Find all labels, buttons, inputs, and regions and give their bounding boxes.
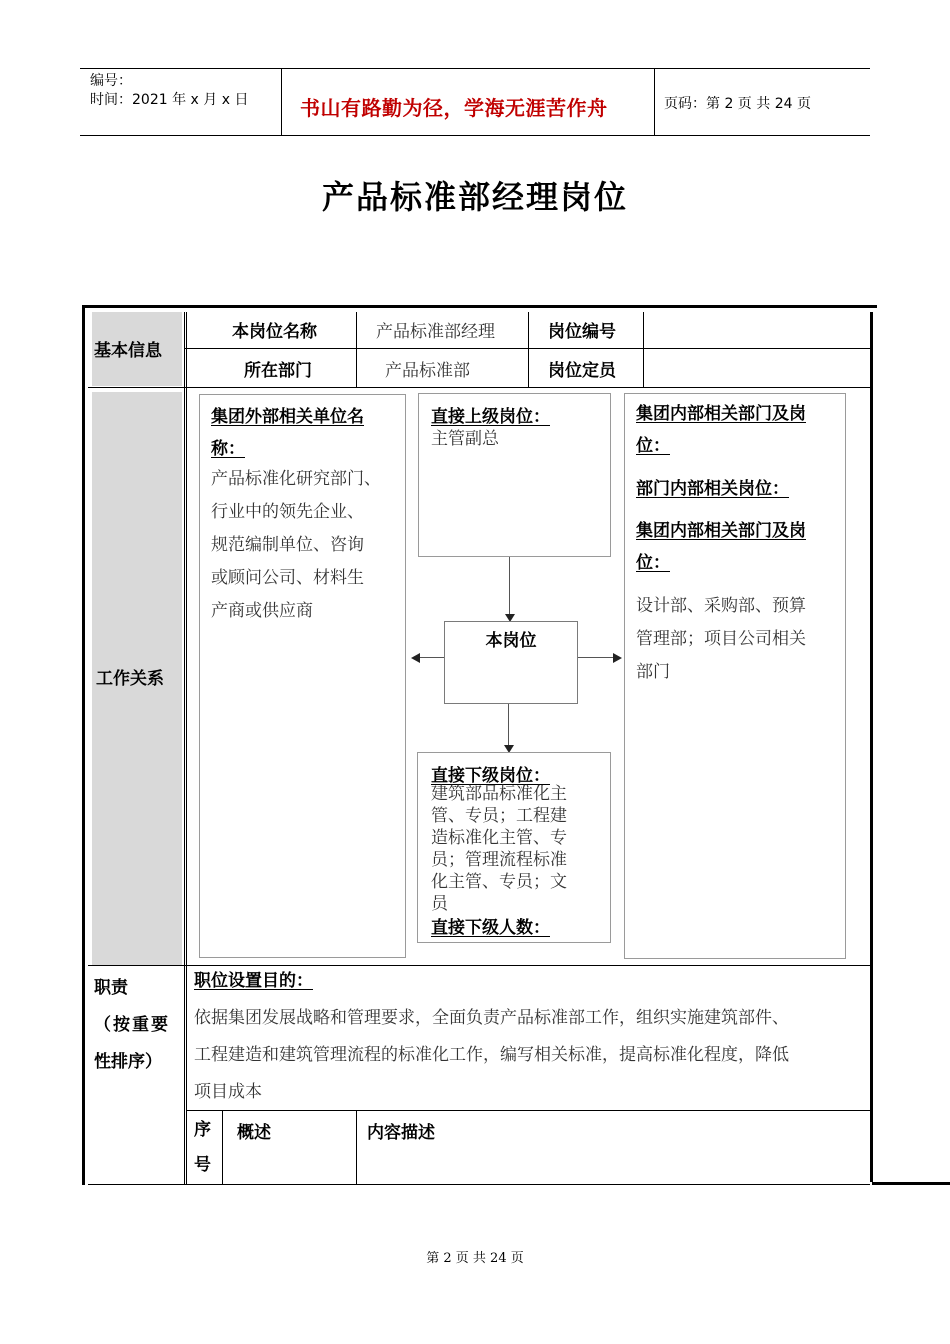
internal-depts-box: [624, 393, 846, 959]
purpose-line: 工程建造和建筑管理流程的标准化工作，编写相关标准，提高标准化程度，降低: [194, 1045, 789, 1065]
department-label: 所在部门: [244, 361, 312, 381]
page-title: 产品标准部经理岗位: [321, 178, 628, 216]
label-col-divider: [184, 312, 185, 1184]
col-divider-a: [356, 312, 357, 387]
purpose-line: 依据集团发展战略和管理要求，全面负责产品标准部工作，组织实施建筑部件、: [194, 1008, 789, 1028]
internal-heading3-line2: 位：: [636, 553, 670, 573]
external-heading-line2: 称：: [211, 439, 245, 459]
form-bottom-stub: [872, 1182, 950, 1185]
arrow-right-line: [578, 657, 614, 658]
row-divider-1: [184, 348, 870, 349]
subordinate-line: 建筑部品标准化主: [431, 784, 567, 804]
subordinate-line: 员: [431, 894, 448, 914]
work-relations-label: 工作关系: [96, 669, 164, 689]
subordinate-line: 造标准化主管、专: [431, 828, 567, 848]
header-bottom-rule: [80, 135, 870, 136]
arrow-down-line-1: [509, 557, 510, 615]
duties-label: [94, 970, 170, 1081]
header-divider-right: [654, 68, 655, 136]
col-description-header: 内容描述: [367, 1123, 435, 1143]
subordinate-line: 管、专员；工程建: [431, 806, 567, 826]
arrow-down-line-2: [508, 704, 509, 746]
subordinate-list: [431, 783, 567, 915]
duties-label-line: 职责: [94, 978, 128, 998]
header-motto: 书山有路勤为径，学海无涯苦作舟: [300, 96, 608, 120]
internal-heading2: 部门内部相关岗位：: [636, 479, 789, 499]
col-divider-b: [528, 312, 529, 387]
subordinate-heading: 直接下级岗位：: [431, 766, 550, 786]
col-divider-summary: [356, 1110, 357, 1184]
label-col-divider-inner: [186, 312, 187, 1184]
duties-label-line: （按重要: [94, 1015, 170, 1035]
internal-dept-line: 管理部；项目公司相关: [636, 629, 806, 649]
header-page-info: 页码：第 2 页 共 24 页: [664, 96, 811, 112]
doc-time-label: 时间：2021 年 x 月 x 日: [90, 92, 249, 108]
headcount-label: 岗位定员: [548, 361, 616, 381]
external-units-list: [211, 463, 381, 628]
this-position-box: [444, 621, 578, 704]
col-divider-seq: [222, 1110, 223, 1184]
header-divider-left: [281, 68, 282, 136]
external-units-box: [199, 394, 406, 958]
position-name-value: 产品标准部经理: [376, 322, 495, 342]
this-position-label: 本岗位: [485, 631, 537, 651]
superior-value: 主管副总: [431, 429, 499, 449]
col-seq-line: 序: [194, 1120, 211, 1140]
form-top-border: [82, 305, 877, 308]
internal-heading1-line1: 集团内部相关部门及岗: [636, 404, 806, 424]
external-unit-line: 或顾问公司、材料生: [211, 568, 364, 588]
department-value: 产品标准部: [385, 361, 470, 381]
basic-info-label: 基本信息: [94, 341, 162, 361]
internal-heading3-line1: 集团内部相关部门及岗: [636, 521, 806, 541]
internal-dept-line: 设计部、采购部、预算: [636, 596, 806, 616]
position-name-label: 本岗位名称: [232, 322, 317, 342]
row-divider-relations: [88, 965, 870, 966]
doc-number-label: 编号：: [90, 73, 132, 89]
subordinate-box: [417, 752, 611, 943]
row-divider-basic: [88, 387, 870, 388]
form-right-border: [870, 312, 873, 1182]
col-summary-header: 概述: [237, 1123, 271, 1143]
subordinate-line: 员；管理流程标准: [431, 850, 567, 870]
form-bottom-rule: [88, 1184, 870, 1185]
col-divider-c: [643, 312, 644, 387]
arrow-left-head: [411, 653, 420, 663]
purpose-text: [194, 1000, 789, 1111]
col-seq-header: [194, 1113, 211, 1183]
external-unit-line: 规范编制单位、咨询: [211, 535, 364, 555]
external-unit-line: 行业中的领先企业、: [211, 502, 364, 522]
subordinate-line: 化主管、专员；文: [431, 872, 567, 892]
arrow-right-head: [613, 653, 622, 663]
superior-box: [418, 393, 611, 557]
form-left-border: [82, 305, 85, 1185]
duties-label-line: 性排序）: [94, 1052, 162, 1072]
internal-dept-line: 部门: [636, 662, 670, 682]
purpose-line: 项目成本: [194, 1082, 262, 1102]
internal-depts-list: [636, 590, 806, 689]
external-unit-line: 产商或供应商: [211, 601, 313, 621]
page-footer: 第 2 页 共 24 页: [426, 1251, 524, 1266]
subordinate-count-heading: 直接下级人数：: [431, 918, 550, 938]
superior-heading: 直接上级岗位：: [431, 407, 550, 427]
external-heading-line1: 集团外部相关单位名: [211, 407, 364, 427]
arrow-left-line: [419, 657, 444, 658]
internal-heading1-line2: 位：: [636, 436, 670, 456]
purpose-heading: 职位设置目的：: [194, 971, 313, 991]
position-code-label: 岗位编号: [548, 322, 616, 342]
external-unit-line: 产品标准化研究部门、: [211, 469, 381, 489]
col-seq-line: 号: [194, 1155, 211, 1175]
header-top-rule: [80, 68, 870, 69]
